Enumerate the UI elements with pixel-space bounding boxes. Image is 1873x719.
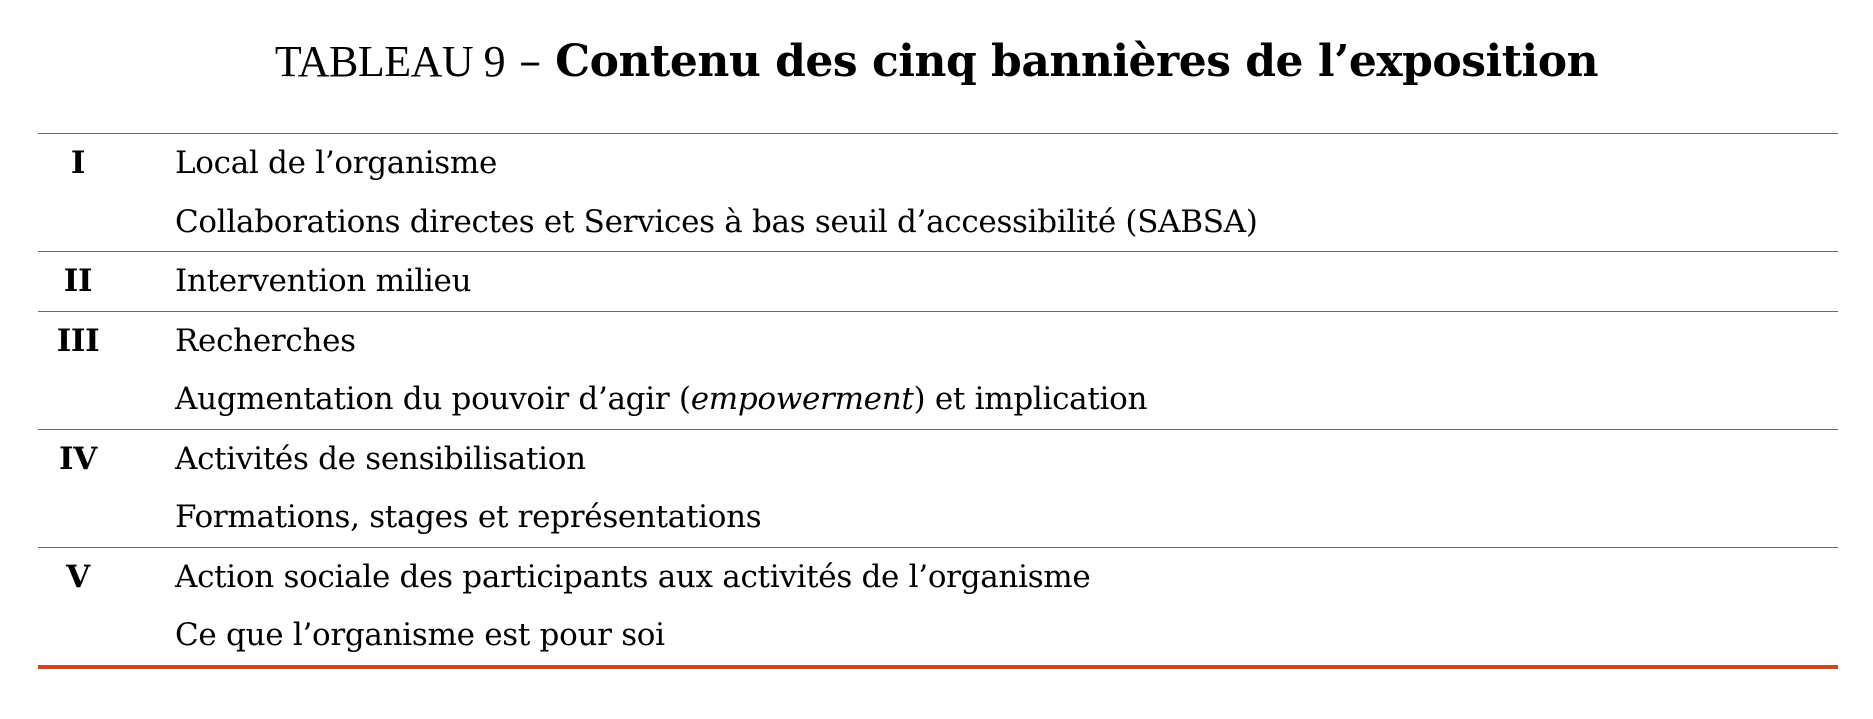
banner-line: Intervention milieu <box>175 263 472 300</box>
table-row <box>38 252 1838 311</box>
table-row <box>38 312 1838 371</box>
table-label: TABLEAU 9 <box>274 37 506 86</box>
banner-line: Activités de sensibilisation <box>175 440 586 477</box>
banner-numeral: II <box>63 263 93 300</box>
banner-group-5 <box>38 548 1838 669</box>
banner-line: Local de l’organisme <box>175 145 498 182</box>
table-row <box>38 488 1838 547</box>
banner-line: Collaborations directes et Services à bas seuil d’accessibilité (SABSA) <box>175 203 1258 240</box>
banner-numeral: III <box>56 322 100 359</box>
banner-numeral: V <box>66 558 90 595</box>
table-row <box>38 134 1838 193</box>
table-row <box>38 370 1838 429</box>
banner-group-3 <box>38 312 1838 430</box>
banner-numeral: I <box>70 145 86 182</box>
rich-text-after: ) et implication <box>913 381 1148 418</box>
banner-group-2 <box>38 252 1838 312</box>
banner-group-4 <box>38 430 1838 548</box>
rich-text-before: Augmentation du pouvoir d’agir ( <box>175 381 691 418</box>
banners-table <box>38 133 1838 669</box>
table-row <box>38 548 1838 607</box>
banner-line: Recherches <box>175 322 356 359</box>
table-row <box>38 430 1838 489</box>
banner-numeral: IV <box>59 440 97 477</box>
rich-text-italic: empowerment <box>690 381 914 418</box>
table-row <box>38 193 1838 252</box>
banner-line: Action sociale des participants aux activités de l’organisme <box>175 558 1091 595</box>
table-title <box>0 34 1873 90</box>
banner-line-rich <box>118 381 1147 417</box>
title-separator: – <box>519 36 542 87</box>
banner-line: Ce que l’organisme est pour soi <box>175 617 665 654</box>
banner-line: Formations, stages et représentations <box>175 499 762 536</box>
table-caption: Contenu des cinq bannières de l’exposition <box>555 36 1599 87</box>
table-row <box>38 606 1838 665</box>
banner-group-1 <box>38 134 1838 252</box>
